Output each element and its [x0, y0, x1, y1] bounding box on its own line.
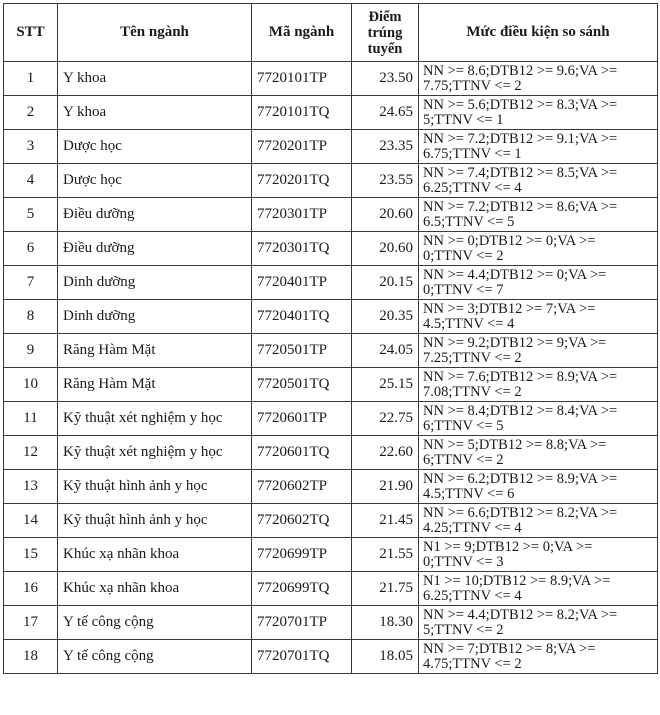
condition-line: NN >= 3;DTB12 >= 7;VA >= — [423, 300, 596, 317]
table-row — [4, 232, 658, 266]
cell-admission-score: 21.45 — [352, 504, 419, 538]
condition-line: 6.5;TTNV <= 5 — [423, 213, 515, 230]
table-row — [4, 504, 658, 538]
header-major-code: Mã ngành — [252, 4, 352, 62]
cell-major-name: Kỹ thuật xét nghiệm y học — [58, 436, 252, 470]
condition-line: NN >= 7;DTB12 >= 8;VA >= — [423, 640, 596, 657]
cell-stt: 14 — [4, 504, 58, 538]
cell-admission-score: 25.15 — [352, 368, 419, 402]
cell-major-code: 7720201TQ — [252, 164, 352, 198]
condition-line: 6.25;TTNV <= 4 — [423, 179, 522, 196]
cell-stt: 16 — [4, 572, 58, 606]
condition-line: 4.5;TTNV <= 4 — [423, 315, 515, 332]
condition-line: NN >= 7.2;DTB12 >= 9.1;VA >= — [423, 130, 618, 147]
condition-line: 4.25;TTNV <= 4 — [423, 519, 522, 536]
cell-stt: 5 — [4, 198, 58, 232]
header-conditions: Mức điều kiện so sánh — [419, 4, 658, 62]
table-row — [4, 334, 658, 368]
cell-conditions — [419, 130, 658, 164]
cell-conditions — [419, 62, 658, 96]
cell-major-code: 7720699TP — [252, 538, 352, 572]
table-row — [4, 436, 658, 470]
cell-conditions — [419, 504, 658, 538]
condition-line: 6;TTNV <= 2 — [423, 451, 504, 468]
table-row — [4, 538, 658, 572]
cell-major-code: 7720401TQ — [252, 300, 352, 334]
cell-major-code: 7720701TQ — [252, 640, 352, 674]
cell-conditions — [419, 334, 658, 368]
cell-conditions — [419, 470, 658, 504]
cell-conditions — [419, 300, 658, 334]
condition-line: NN >= 7.4;DTB12 >= 8.5;VA >= — [423, 164, 618, 181]
cell-conditions — [419, 436, 658, 470]
cell-major-code: 7720601TQ — [252, 436, 352, 470]
cell-major-code: 7720101TP — [252, 62, 352, 96]
table-row — [4, 164, 658, 198]
cell-conditions — [419, 606, 658, 640]
table-header-row — [4, 4, 658, 62]
condition-line: N1 >= 9;DTB12 >= 0;VA >= — [423, 538, 593, 555]
header-score-line: trúng — [367, 24, 403, 41]
cell-conditions — [419, 266, 658, 300]
header-score-line: tuyển — [367, 40, 403, 57]
cell-major-name: Dinh dưỡng — [58, 300, 252, 334]
cell-major-code: 7720601TP — [252, 402, 352, 436]
cell-conditions — [419, 96, 658, 130]
cell-admission-score: 22.75 — [352, 402, 419, 436]
condition-line: 4.75;TTNV <= 2 — [423, 655, 522, 672]
cell-stt: 3 — [4, 130, 58, 164]
condition-line: NN >= 6.6;DTB12 >= 8.2;VA >= — [423, 504, 618, 521]
condition-line: NN >= 5;DTB12 >= 8.8;VA >= — [423, 436, 607, 453]
cell-major-name: Điều dưỡng — [58, 198, 252, 232]
cell-major-name: Khúc xạ nhãn khoa — [58, 572, 252, 606]
cell-major-name: Răng Hàm Mặt — [58, 368, 252, 402]
condition-line: 5;TTNV <= 1 — [423, 111, 504, 128]
cell-admission-score: 21.90 — [352, 470, 419, 504]
condition-line: NN >= 4.4;DTB12 >= 0;VA >= — [423, 266, 607, 283]
cell-major-code: 7720602TP — [252, 470, 352, 504]
cell-admission-score: 21.75 — [352, 572, 419, 606]
cell-admission-score: 23.35 — [352, 130, 419, 164]
admission-score-table — [3, 3, 658, 674]
cell-admission-score: 23.55 — [352, 164, 419, 198]
cell-admission-score: 22.60 — [352, 436, 419, 470]
condition-line: 7.25;TTNV <= 2 — [423, 349, 522, 366]
cell-conditions — [419, 368, 658, 402]
cell-major-code: 7720101TQ — [252, 96, 352, 130]
cell-conditions — [419, 198, 658, 232]
cell-stt: 15 — [4, 538, 58, 572]
cell-conditions — [419, 232, 658, 266]
cell-conditions — [419, 538, 658, 572]
cell-major-code: 7720301TQ — [252, 232, 352, 266]
condition-line: NN >= 0;DTB12 >= 0;VA >= — [423, 232, 596, 249]
condition-line: NN >= 7.2;DTB12 >= 8.6;VA >= — [423, 198, 618, 215]
table-row — [4, 470, 658, 504]
table-row — [4, 368, 658, 402]
cell-admission-score: 18.05 — [352, 640, 419, 674]
cell-admission-score: 23.50 — [352, 62, 419, 96]
header-admission-score — [352, 4, 419, 62]
cell-major-name: Dinh dưỡng — [58, 266, 252, 300]
condition-line: NN >= 7.6;DTB12 >= 8.9;VA >= — [423, 368, 618, 385]
condition-line: 7.08;TTNV <= 2 — [423, 383, 522, 400]
cell-conditions — [419, 640, 658, 674]
cell-major-name: Y tế công cộng — [58, 606, 252, 640]
cell-major-code: 7720501TP — [252, 334, 352, 368]
condition-line: NN >= 8.4;DTB12 >= 8.4;VA >= — [423, 402, 618, 419]
cell-stt: 1 — [4, 62, 58, 96]
condition-line: NN >= 9.2;DTB12 >= 9;VA >= — [423, 334, 607, 351]
condition-line: NN >= 6.2;DTB12 >= 8.9;VA >= — [423, 470, 618, 487]
header-score-line: Điểm — [368, 8, 402, 25]
cell-major-name: Kỹ thuật hình ảnh y học — [58, 470, 252, 504]
cell-stt: 2 — [4, 96, 58, 130]
cell-major-name: Dược học — [58, 164, 252, 198]
condition-line: 0;TTNV <= 3 — [423, 553, 504, 570]
cell-stt: 8 — [4, 300, 58, 334]
header-major-name: Tên ngành — [58, 4, 252, 62]
condition-line: 0;TTNV <= 7 — [423, 281, 504, 298]
table-row — [4, 402, 658, 436]
cell-stt: 6 — [4, 232, 58, 266]
table-row — [4, 606, 658, 640]
cell-stt: 7 — [4, 266, 58, 300]
cell-conditions — [419, 572, 658, 606]
cell-admission-score: 18.30 — [352, 606, 419, 640]
cell-conditions — [419, 164, 658, 198]
cell-major-name: Điều dưỡng — [58, 232, 252, 266]
cell-stt: 17 — [4, 606, 58, 640]
cell-admission-score: 24.65 — [352, 96, 419, 130]
table-row — [4, 266, 658, 300]
cell-stt: 11 — [4, 402, 58, 436]
table-body — [4, 62, 658, 674]
cell-major-name: Y khoa — [58, 96, 252, 130]
cell-stt: 18 — [4, 640, 58, 674]
condition-line: 7.75;TTNV <= 2 — [423, 77, 522, 94]
header-stt: STT — [4, 4, 58, 62]
table-row — [4, 198, 658, 232]
condition-line: NN >= 5.6;DTB12 >= 8.3;VA >= — [423, 96, 618, 113]
cell-admission-score: 20.60 — [352, 198, 419, 232]
cell-major-name: Khúc xạ nhãn khoa — [58, 538, 252, 572]
cell-stt: 9 — [4, 334, 58, 368]
table-row — [4, 130, 658, 164]
cell-major-code: 7720301TP — [252, 198, 352, 232]
condition-line: 4.5;TTNV <= 6 — [423, 485, 515, 502]
condition-line: 6.75;TTNV <= 1 — [423, 145, 522, 162]
cell-conditions — [419, 402, 658, 436]
cell-major-code: 7720201TP — [252, 130, 352, 164]
condition-line: N1 >= 10;DTB12 >= 8.9;VA >= — [423, 572, 611, 589]
table-row — [4, 640, 658, 674]
cell-major-name: Dược học — [58, 130, 252, 164]
cell-stt: 13 — [4, 470, 58, 504]
table-row — [4, 62, 658, 96]
cell-stt: 10 — [4, 368, 58, 402]
cell-major-name: Răng Hàm Mặt — [58, 334, 252, 368]
cell-major-code: 7720501TQ — [252, 368, 352, 402]
condition-line: 0;TTNV <= 2 — [423, 247, 504, 264]
condition-line: 6;TTNV <= 5 — [423, 417, 504, 434]
condition-line: 5;TTNV <= 2 — [423, 621, 504, 638]
cell-major-code: 7720602TQ — [252, 504, 352, 538]
cell-admission-score: 24.05 — [352, 334, 419, 368]
cell-major-code: 7720699TQ — [252, 572, 352, 606]
cell-major-name: Y tế công cộng — [58, 640, 252, 674]
table-row — [4, 96, 658, 130]
table-row — [4, 300, 658, 334]
cell-major-name: Kỹ thuật xét nghiệm y học — [58, 402, 252, 436]
condition-line: NN >= 8.6;DTB12 >= 9.6;VA >= — [423, 62, 618, 79]
cell-major-code: 7720401TP — [252, 266, 352, 300]
table-row — [4, 572, 658, 606]
cell-admission-score: 20.35 — [352, 300, 419, 334]
cell-major-name: Kỹ thuật hình ảnh y học — [58, 504, 252, 538]
condition-line: 6.25;TTNV <= 4 — [423, 587, 522, 604]
condition-line: NN >= 4.4;DTB12 >= 8.2;VA >= — [423, 606, 618, 623]
cell-stt: 12 — [4, 436, 58, 470]
cell-admission-score: 20.15 — [352, 266, 419, 300]
cell-major-name: Y khoa — [58, 62, 252, 96]
cell-admission-score: 20.60 — [352, 232, 419, 266]
cell-stt: 4 — [4, 164, 58, 198]
cell-admission-score: 21.55 — [352, 538, 419, 572]
cell-major-code: 7720701TP — [252, 606, 352, 640]
